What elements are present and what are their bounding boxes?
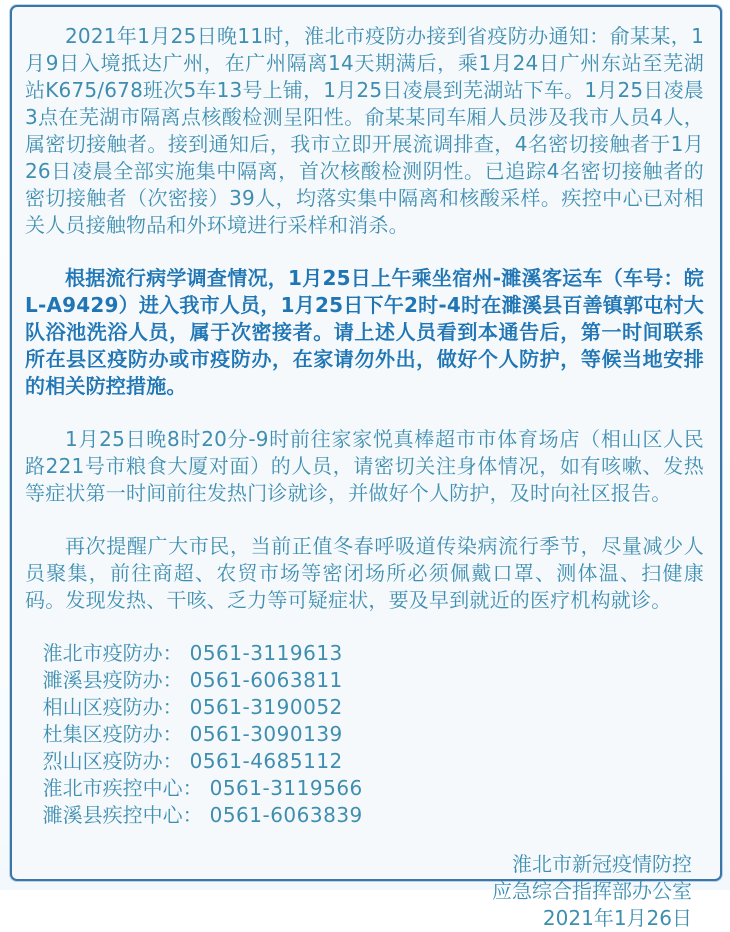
hotline-row [43,748,704,775]
hotline-phone: 0561-3090139 [189,722,343,746]
notice-paragraph-advisory: 根据流行病学调查情况，1月25日上午乘坐宿州-濉溪客运车（车号：皖L-A9429）进入我市人员，1月25日下午2时-4时在濉溪县百善镇郭屯村大队浴池洗浴人员，属于次密接者。请上述人员看到本通告后，第一时间联系所在县区疫防办或市疫防办，在家请勿外出，做好个人防护，等候当地安排的相关防控措施。 [25,266,704,398]
hotline-label: 烈山区疫防办： [42,749,183,773]
hotline-list [25,640,704,829]
signature-date: 2021年1月26日 [542,906,692,930]
hotline-label: 濉溪县疾控中心： [42,803,203,827]
hotline-row [43,775,704,802]
hotline-phone: 0561-3119566 [209,776,363,800]
hotline-row [43,721,704,748]
hotline-row [43,802,704,829]
notice-card [10,5,722,930]
hotline-phone: 0561-6063811 [189,668,343,692]
signature-org-line2: 应急综合指挥部办公室 [492,879,692,903]
hotline-phone: 0561-3119613 [189,641,343,665]
notice-paragraph-case-report: 2021年1月25日晚11时，淮北市疫防办接到省疫防办通知：俞某某，1月9日入境抵达广州，在广州隔离14天期满后，乘1月24日广州东站至芜湖站K675/678班次5车13号上铺，1月25日凌晨到芜湖站下车。1月25日凌晨3点在芜湖市隔离点核酸检测呈阳性。俞某某同车厢人员涉及我市人员4人，属密切接触者。接到通知后，我市立即开展流调排查，4名密切接触者于1月26日凌晨全部实施集中隔离，首次核酸检测阴性。已追踪4名密切接触者的密切接触者（次密接）39人，均落实集中隔离和核酸采样。疾控中心已对相关人员接触物品和外环境进行采样和消杀。 [25,24,704,237]
hotline-phone: 0561-6063839 [209,803,363,827]
hotline-row [43,694,704,721]
hotline-label: 相山区疫防办： [42,695,183,719]
signature-org-line1: 淮北市新冠疫情防控 [512,852,692,876]
hotline-phone: 0561-4685112 [189,749,343,773]
notice-paragraph-reminder: 再次提醒广大市民，当前正值冬春呼吸道传染病流行季节，尽量减少人员聚集，前往商超、农贸市场等密闭场所必须佩戴口罩、测体温、扫健康码。发现发热、干咳、乏力等可疑症状，要及早到就近的医疗机构就诊。 [25,534,704,612]
hotline-label: 淮北市疾控中心： [42,776,203,800]
hotline-row [43,667,704,694]
signature-block [25,851,704,932]
hotline-label: 淮北市疫防办： [42,641,183,665]
hotline-label: 杜集区疫防办： [42,722,183,746]
hotline-row [43,640,704,667]
notice-paragraph-supermarket: 1月25日晚8时20分-9时前往家家悦真棒超市市体育场店（相山区人民路221号市粮食大厦对面）的人员，请密切关注身体情况，如有咳嗽、发热等症状第一时间前往发热门诊就诊，并做好个人防护，及时向社区报告。 [25,427,704,505]
hotline-label: 濉溪县疫防办： [42,668,183,692]
hotline-phone: 0561-3190052 [189,695,343,719]
